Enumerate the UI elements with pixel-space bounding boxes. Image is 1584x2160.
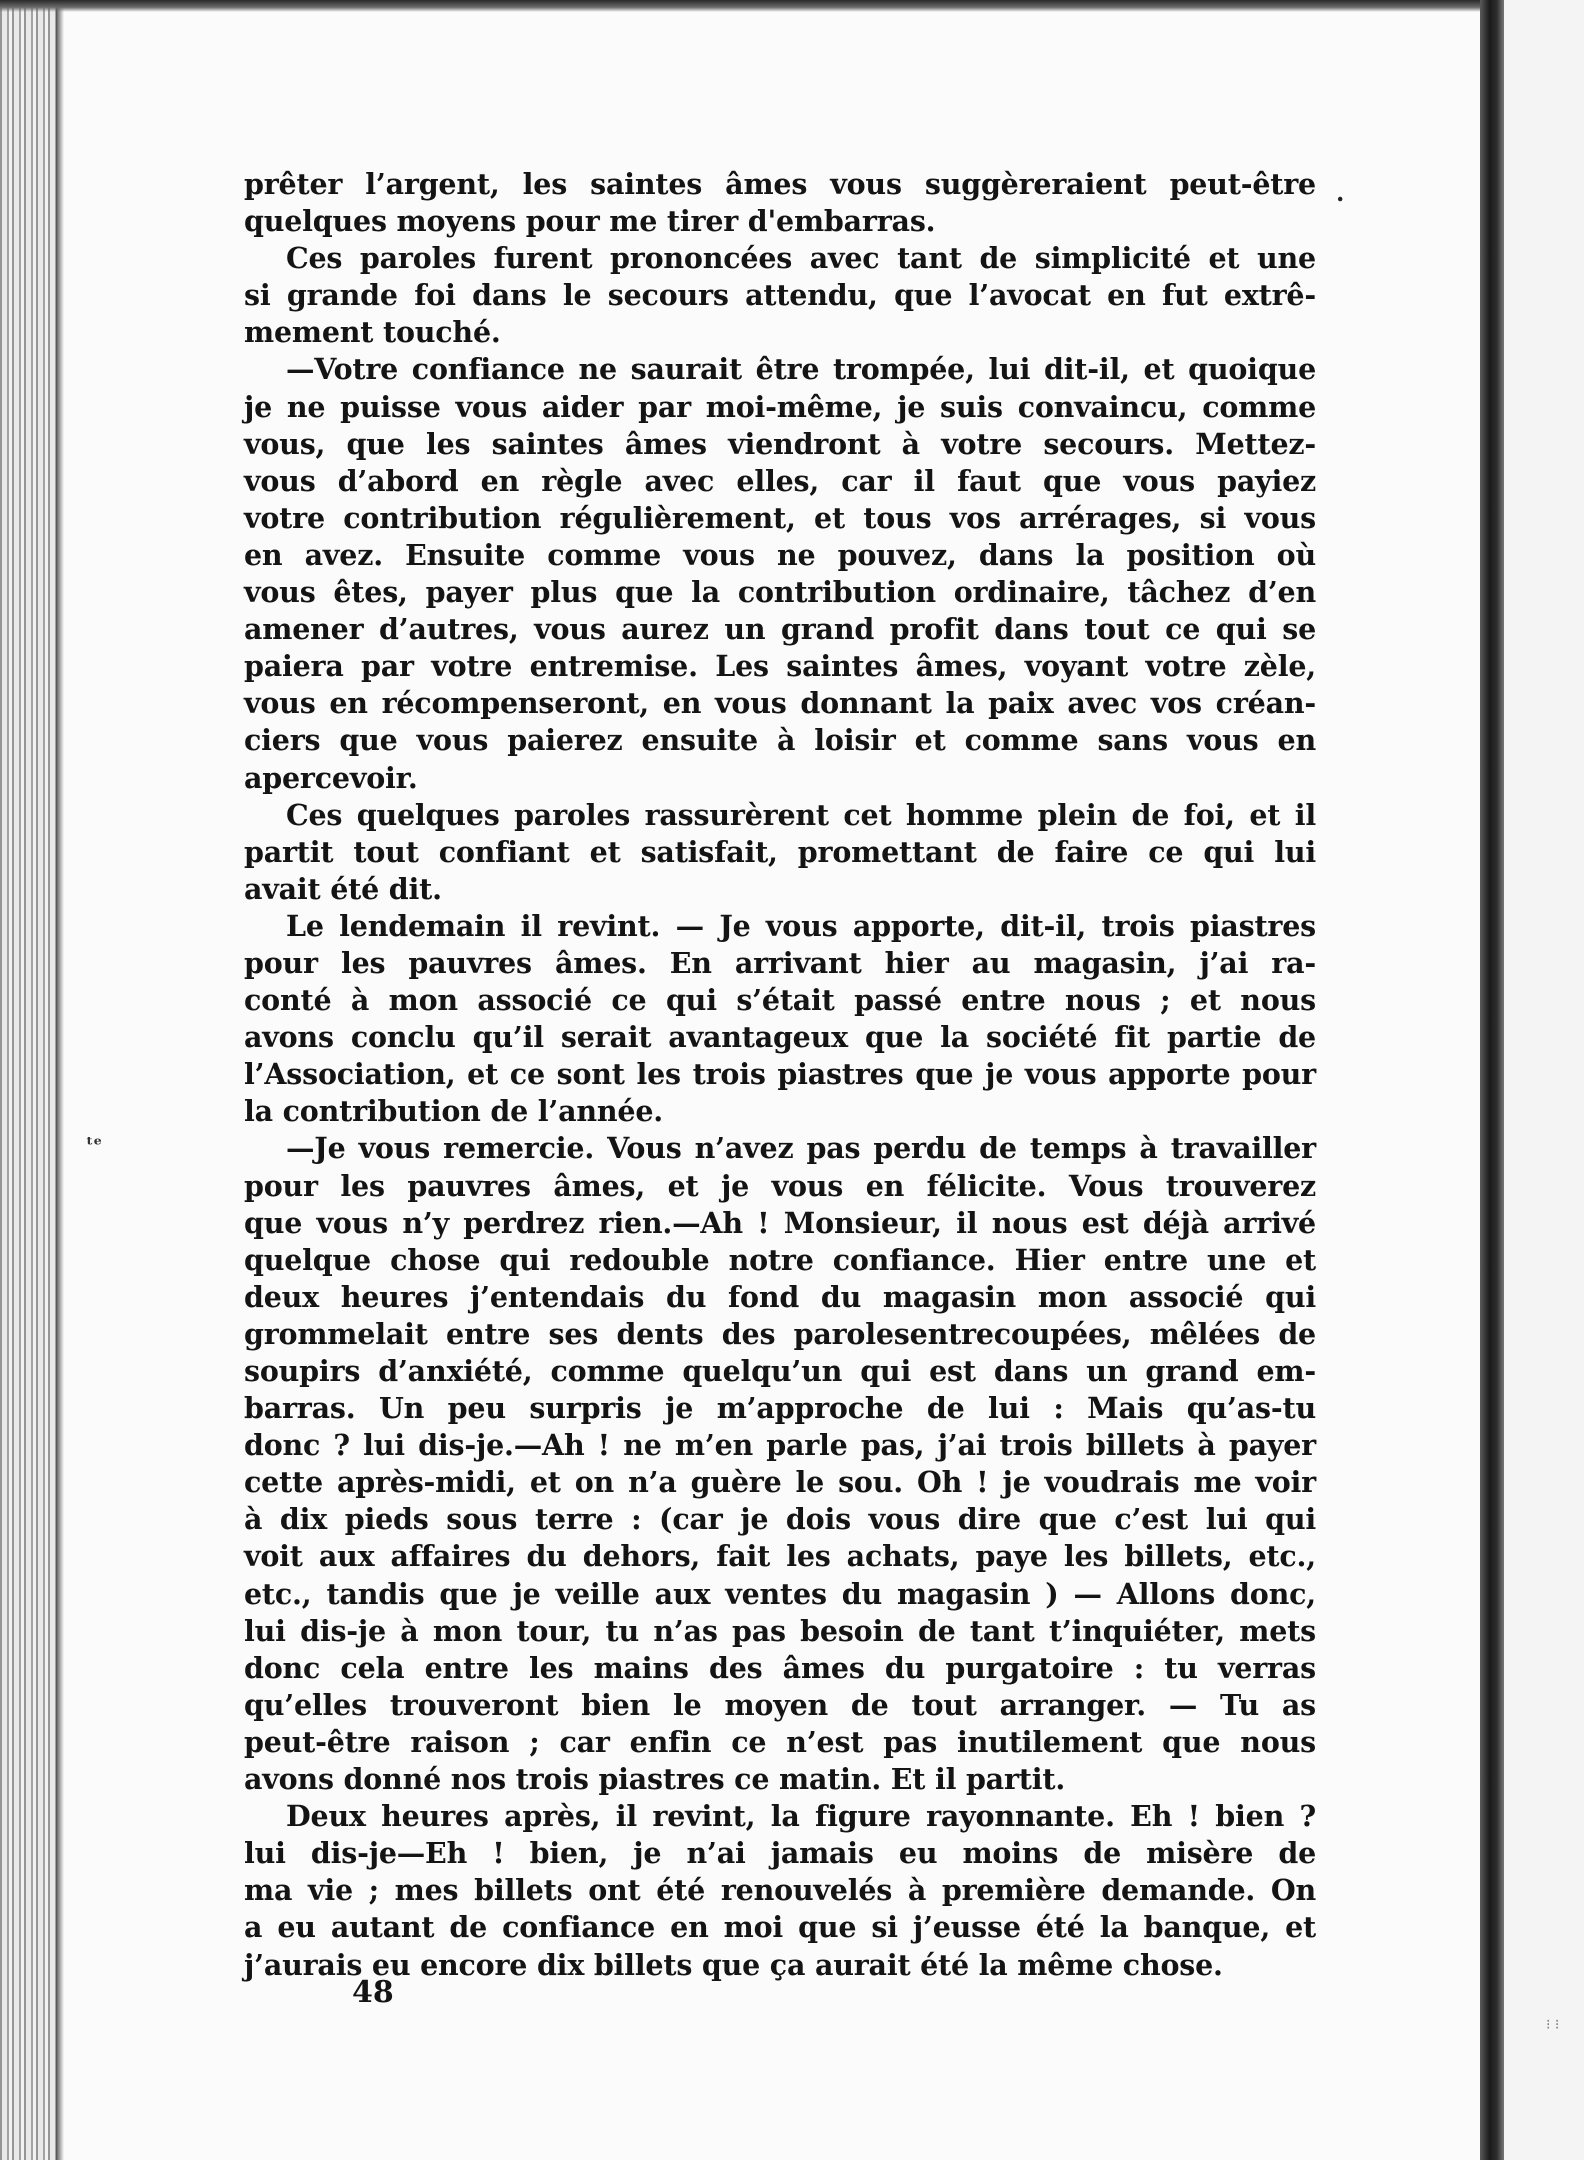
text-line: lui dis-je à mon tour, tu n’as pas besoin de tant t’inquiéter, mets bbox=[244, 1613, 1316, 1648]
text-line: amener d’autres, vous aurez un grand profit dans tout ce qui se bbox=[244, 612, 1316, 647]
text-line: Ces quelques paroles rassurèrent cet homme plein de foi, et il bbox=[286, 797, 1316, 832]
margin-mark-right: . bbox=[1336, 178, 1345, 207]
text-line: conté à mon associé ce qui s’était passé entre nous ; et nous bbox=[244, 983, 1316, 1018]
text-line: voit aux affaires du dehors, fait les achats, paye les billets, etc., bbox=[244, 1539, 1316, 1574]
text-line: partit tout confiant et satisfait, promettant de faire ce qui lui bbox=[244, 834, 1316, 869]
text-line: vous êtes, payer plus que la contribution ordinaire, tâchez d’en bbox=[244, 575, 1316, 610]
text-line: quelques moyens pour me tirer d'embarras. bbox=[244, 204, 936, 239]
text-line: je ne puisse vous aider par moi-même, je suis convaincu, comme bbox=[244, 389, 1316, 424]
text-line: deux heures j’entendais du fond du magasin mon associé qui bbox=[244, 1279, 1316, 1314]
text-line: —Votre confiance ne saurait être trompée, lui dit-il, et quoique bbox=[286, 352, 1316, 387]
stacked-page-edges bbox=[0, 0, 58, 2160]
text-line: vous en récompenseront, en vous donnant la paix avec vos créan- bbox=[244, 686, 1316, 721]
text-line: donc cela entre les mains des âmes du purgatoire : tu verras bbox=[244, 1650, 1316, 1685]
text-line: Ces paroles furent prononcées avec tant de simplicité et une bbox=[286, 241, 1316, 276]
text-line: lui dis-je—Eh ! bien, je n’ai jamais eu moins de misère de bbox=[244, 1836, 1316, 1871]
text-line: barras. Un peu surpris je m’approche de lui : Mais qu’as-tu bbox=[244, 1391, 1316, 1426]
text-line: paiera par votre entremise. Les saintes âmes, voyant votre zèle, bbox=[244, 649, 1316, 684]
page-top-edge bbox=[0, 0, 1500, 12]
text-line: en avez. Ensuite comme vous ne pouvez, dans la position où bbox=[244, 537, 1316, 572]
text-line: grommelait entre ses dents des parolesentrecoupées, mêlées de bbox=[244, 1316, 1316, 1351]
text-line: votre contribution régulièrement, et tous vos arrérages, si vous bbox=[244, 500, 1316, 535]
page-number: 48 bbox=[352, 1975, 394, 2010]
text-line: j’aurais eu encore dix billets que ça aurait été la même chose. bbox=[244, 1947, 1223, 1982]
text-line: la contribution de l’année. bbox=[244, 1094, 664, 1129]
text-line: prêter l’argent, les saintes âmes vous suggèreraient peut-être bbox=[244, 167, 1316, 201]
text-line: à dix pieds sous terre : (car je dois vous dire que c’est lui qui bbox=[244, 1502, 1316, 1537]
right-margin bbox=[1504, 0, 1584, 2160]
text-line: avons conclu qu’il serait avantageux que la société fit partie de bbox=[244, 1020, 1316, 1055]
margin-mark-edge: ⁝ ⁝ bbox=[1546, 2017, 1560, 2033]
text-line: qu’elles trouveront bien le moyen de tout arranger. — Tu as bbox=[244, 1687, 1316, 1722]
text-line: si grande foi dans le secours attendu, que l’avocat en fut extrê- bbox=[244, 278, 1316, 313]
text-line: avait été dit. bbox=[244, 871, 442, 906]
body-text bbox=[244, 166, 1316, 1984]
text-line: vous, que les saintes âmes viendront à votre secours. Mettez- bbox=[244, 426, 1316, 461]
text-line: vous d’abord en règle avec elles, car il faut que vous payiez bbox=[244, 463, 1316, 498]
text-line: avons donné nos trois piastres ce matin. Et il partit. bbox=[244, 1762, 1066, 1797]
text-line: Deux heures après, il revint, la figure rayonnante. Eh ! bien ? bbox=[286, 1799, 1316, 1834]
text-line: ciers que vous paierez ensuite à loisir et comme sans vous en bbox=[244, 723, 1316, 758]
text-line: peut-être raison ; car enfin ce n’est pas inutilement que nous bbox=[244, 1724, 1316, 1759]
text-line: que vous n’y perdrez rien.—Ah ! Monsieur, il nous est déjà arrivé bbox=[244, 1205, 1316, 1240]
text-line: pour les pauvres âmes, et je vous en félicite. Vous trouverez bbox=[244, 1168, 1316, 1203]
text-line: apercevoir. bbox=[244, 760, 418, 795]
text-line: pour les pauvres âmes. En arrivant hier au magasin, j’ai ra- bbox=[244, 945, 1316, 980]
text-line: soupirs d’anxiété, comme quelqu’un qui est dans un grand em- bbox=[244, 1354, 1316, 1388]
text-line: etc., tandis que je veille aux ventes du magasin ) — Allons donc, bbox=[244, 1576, 1316, 1611]
text-line: ma vie ; mes billets ont été renouvelés à première demande. On bbox=[244, 1873, 1316, 1908]
margin-mark-left: ᵗᵉ bbox=[86, 1132, 103, 1156]
text-line: a eu autant de confiance en moi que si j’eusse été la banque, et bbox=[244, 1910, 1316, 1945]
text-line: quelque chose qui redouble notre confiance. Hier entre une et bbox=[244, 1242, 1316, 1277]
text-line: —Je vous remercie. Vous n’avez pas perdu de temps à travailler bbox=[286, 1131, 1316, 1166]
text-line: mement touché. bbox=[244, 315, 501, 350]
text-line: cette après-midi, et on n’a guère le sou. Oh ! je voudrais me voir bbox=[244, 1465, 1316, 1500]
text-line: donc ? lui dis-je.—Ah ! ne m’en parle pas, j’ai trois billets à payer bbox=[244, 1428, 1316, 1463]
text-line: Le lendemain il revint. — Je vous apporte, dit-il, trois piastres bbox=[286, 908, 1316, 943]
book-gutter-shadow bbox=[1480, 0, 1504, 2160]
text-line: l’Association, et ce sont les trois piastres que je vous apporte pour bbox=[244, 1057, 1316, 1092]
